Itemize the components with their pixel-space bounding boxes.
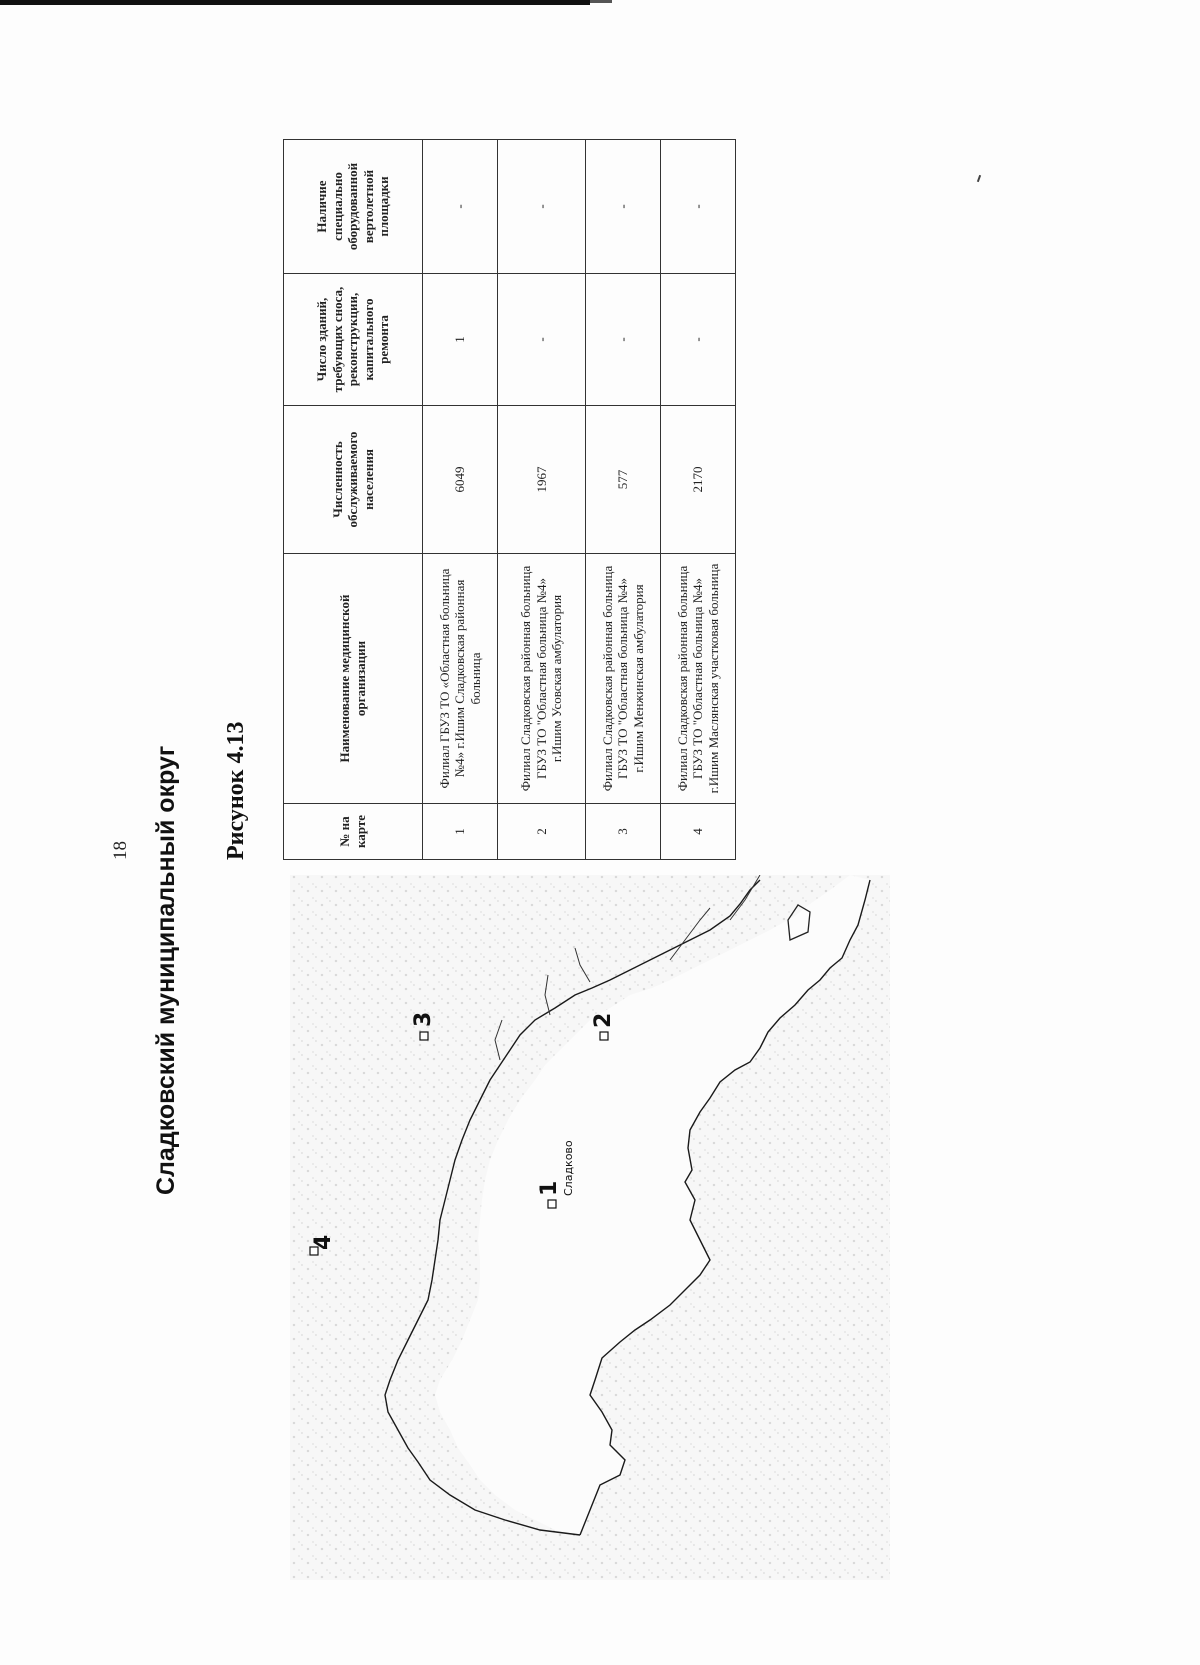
marker-4-label: 4 (311, 1234, 336, 1250)
table-row (423, 140, 498, 860)
cell-buildings: - (586, 274, 661, 406)
cell-helipad: - (586, 140, 661, 274)
cell-map-number: 2 (498, 804, 586, 860)
cell-map-number: 4 (661, 804, 736, 860)
table-header-row (284, 140, 423, 860)
header-population: Численность обслуживаемого населения (284, 406, 423, 554)
marker-2-label: 2 (591, 1012, 616, 1028)
cell-buildings: - (498, 274, 586, 406)
cell-buildings: - (661, 274, 736, 406)
header-buildings: Число зданий, требующих сноса, реконструкции, капитального ремонта (284, 274, 423, 406)
district-map (290, 875, 890, 1580)
cell-population: 1967 (498, 406, 586, 554)
cell-map-number: 1 (423, 804, 498, 860)
page-number: 18 (110, 841, 131, 860)
header-org-name: Наименование медицинской организации (284, 554, 423, 804)
cell-helipad: - (661, 140, 736, 274)
marker-3-label: 3 (411, 1011, 436, 1027)
cell-population: 577 (586, 406, 661, 554)
header-map-number: № на карте (284, 804, 423, 860)
cell-helipad: - (423, 140, 498, 274)
organizations-table (283, 139, 736, 860)
cell-population: 2170 (661, 406, 736, 554)
cell-org-name: Филиал Сладковская районная больница ГБУЗ ТО "Областная больница №4» г.Ишим Усовская амбулатория (498, 554, 586, 804)
cell-population: 6049 (423, 406, 498, 554)
table-row (498, 140, 586, 860)
figure-caption: Рисунок 4.13 (223, 721, 249, 860)
cell-org-name: Филиал ГБУЗ ТО «Областная больница №4» г.Ишим Сладковская районная больница (423, 554, 498, 804)
marker-1-label: 1 (537, 1180, 562, 1196)
cell-map-number: 3 (586, 804, 661, 860)
table-row (661, 140, 736, 860)
header-helipad: Наличие специально оборудованной вертолетной площадки (284, 140, 423, 274)
marker-1-town: Сладково (562, 1140, 575, 1196)
cell-org-name: Филиал Сладковская районная больница ГБУЗ ТО "Областная больница №4» г.Ишим Маслянская участковая больница (661, 554, 736, 804)
table-row (586, 140, 661, 860)
page-heading: Сладковский муниципальный округ (152, 745, 180, 1195)
cell-org-name: Филиал Сладковская районная больница ГБУЗ ТО "Областная больница №4» г.Ишим Менжинская амбулатория (586, 554, 661, 804)
cell-helipad: - (498, 140, 586, 274)
cell-buildings: 1 (423, 274, 498, 406)
